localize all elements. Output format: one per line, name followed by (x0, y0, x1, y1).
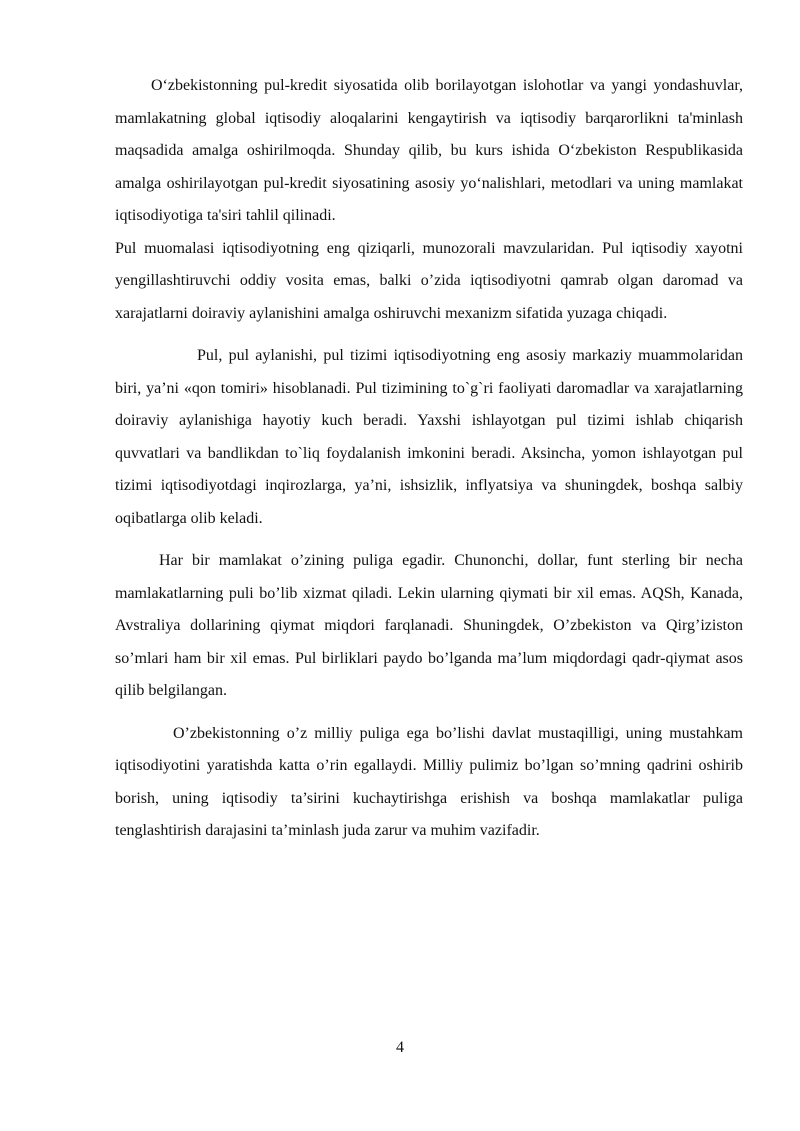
paragraph-3: Pul, pul aylanishi, pul tizimi iqtisodiyotning eng asosiy markaziy muammolaridan biri, ya’ni «qon tomiri» hisoblanadi. Pul tizimining to`g`ri faoliyati daromadlar va xarajatlarning doiraviy aylanishiga hayotiy kuch beradi. Yaxshi ishlayotgan pul tizimi ishlab chiqarish quvvatlari va bandlikdan to`liq foydalanish imkonini beradi. Aksincha, yomon ishlayotgan pul tizimi iqtisodiyotdagi inqirozlarga, ya’ni, ishsizlik, inflyatsiya va shuningdek, boshqa salbiy oqibatlarga olib keladi. (115, 347, 743, 527)
paragraph-4: Har bir mamlakat o’zining puliga egadir. Chunonchi, dollar, funt sterling bir necha mamlakatlarning puli bo’lib xizmat qiladi. Lekin ularning qiymati bir xil emas. AQSh, Kanada, Avstraliya dollarining qiymat miqdori farqlanadi. Shuningdek, O’zbekiston va Qirg’iziston so’mlari ham bir xil emas. Pul birliklari paydo bo’lganda ma’lum miqdordagi qadr-qiymat asos qilib belgilangan. (115, 552, 743, 699)
paragraph-1: O‘zbekistonning pul-kredit siyosatida olib borilayotgan islohotlar va yangi yondashuvlar, mamlakatning global iqtisodiy aloqalarini kengaytirish va iqtisodiy barqarorlikni ta'minlash maqsadida amalga oshirilmoqda. Shunday qilib, bu kurs ishida O‘zbekiston Respublikasida amalga oshirilayotgan pul-kredit siyosatining asosiy yo‘nalishlari, metodlari va uning mamlakat iqtisodiyotiga ta'siri tahlil qilinadi. (115, 77, 743, 224)
page-number: 4 (396, 1039, 404, 1056)
paragraph-2: Pul muomalasi iqtisodiyotning eng qiziqarli, munozorali mavzularidan. Pul iqtisodiy xayotni yengillashtiruvchi oddiy vosita emas, balki o’zida iqtisodiyotni qamrab olgan daromad va xarajatlarni doiraviy aylanishini amalga oshiruvchi mexanizm sifatida yuzaga chiqadi. (115, 239, 743, 322)
document-body (115, 70, 743, 848)
paragraph-5: O’zbekistonning o’z milliy puliga ega bo’lishi davlat mustaqilligi, uning mustahkam iqtisodiyotini yaratishda katta o’rin egallaydi. Milliy pulimiz bo’lgan so’mning qadrini oshirib borish, uning iqtisodiy ta’sirini kuchaytirishga erishish va boshqa mamlakatlar puliga tenglashtirish darajasini ta’minlash juda zarur va muhim vazifadir. (115, 724, 743, 839)
